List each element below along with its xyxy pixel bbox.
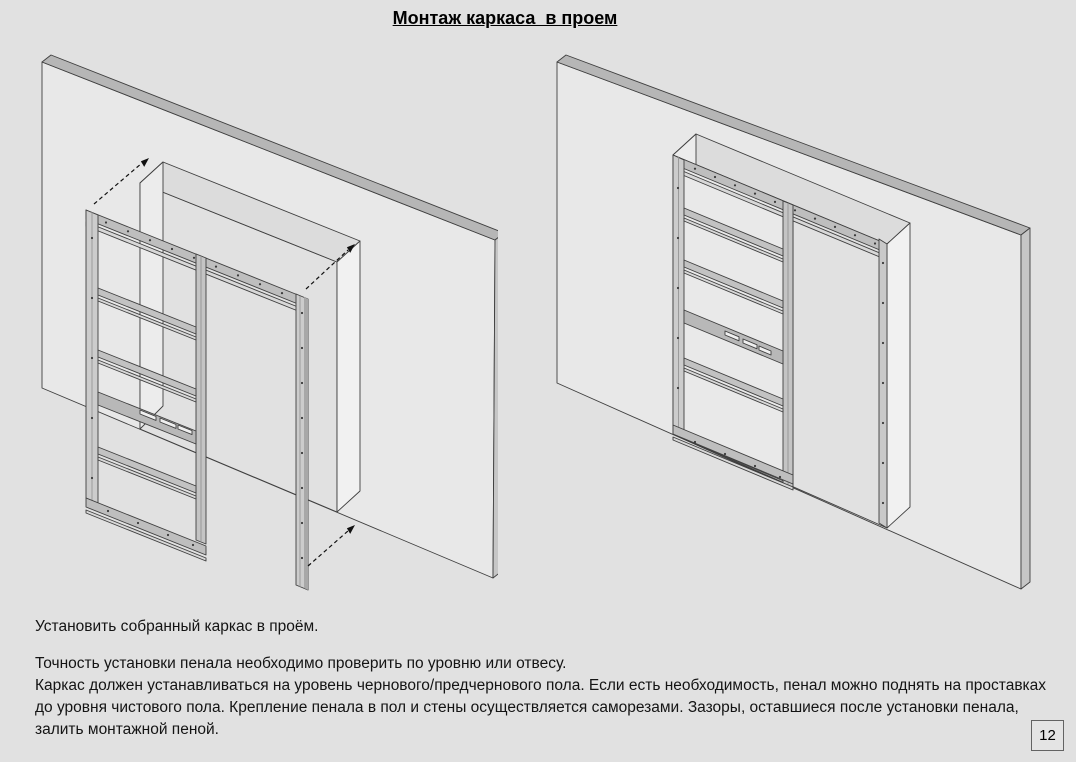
instruction-paragraph: Каркас должен устанавливаться на уровень чернового/предчернового пола. Если есть необходимость, пенал можно поднять на проставках до уровня чистового пола. Крепление пенала в пол и стены осуществляется саморезами. Зазоры, оставшиеся после установки пенала, залить монтажной пеной.	[35, 677, 1047, 738]
wall-isometric	[42, 55, 498, 578]
diagram-frame-installed	[545, 48, 1035, 608]
opening-left-jamb-face	[140, 162, 163, 429]
page-number-box	[1031, 720, 1064, 751]
diagram-frame-before-opening	[28, 48, 498, 608]
page-title: Монтаж каркаса в проем	[392, 8, 618, 28]
wall-isometric	[557, 55, 1030, 589]
instruction-line-2: Точность установки пенала необходимо проверить по уровню или отвесу.	[35, 655, 567, 672]
page-number: 12	[1039, 727, 1056, 744]
opening-right-jamb-face	[337, 241, 360, 512]
opening-right-jamb-face	[887, 223, 910, 528]
instruction-line-1: Установить собранный каркас в проём.	[35, 618, 319, 635]
